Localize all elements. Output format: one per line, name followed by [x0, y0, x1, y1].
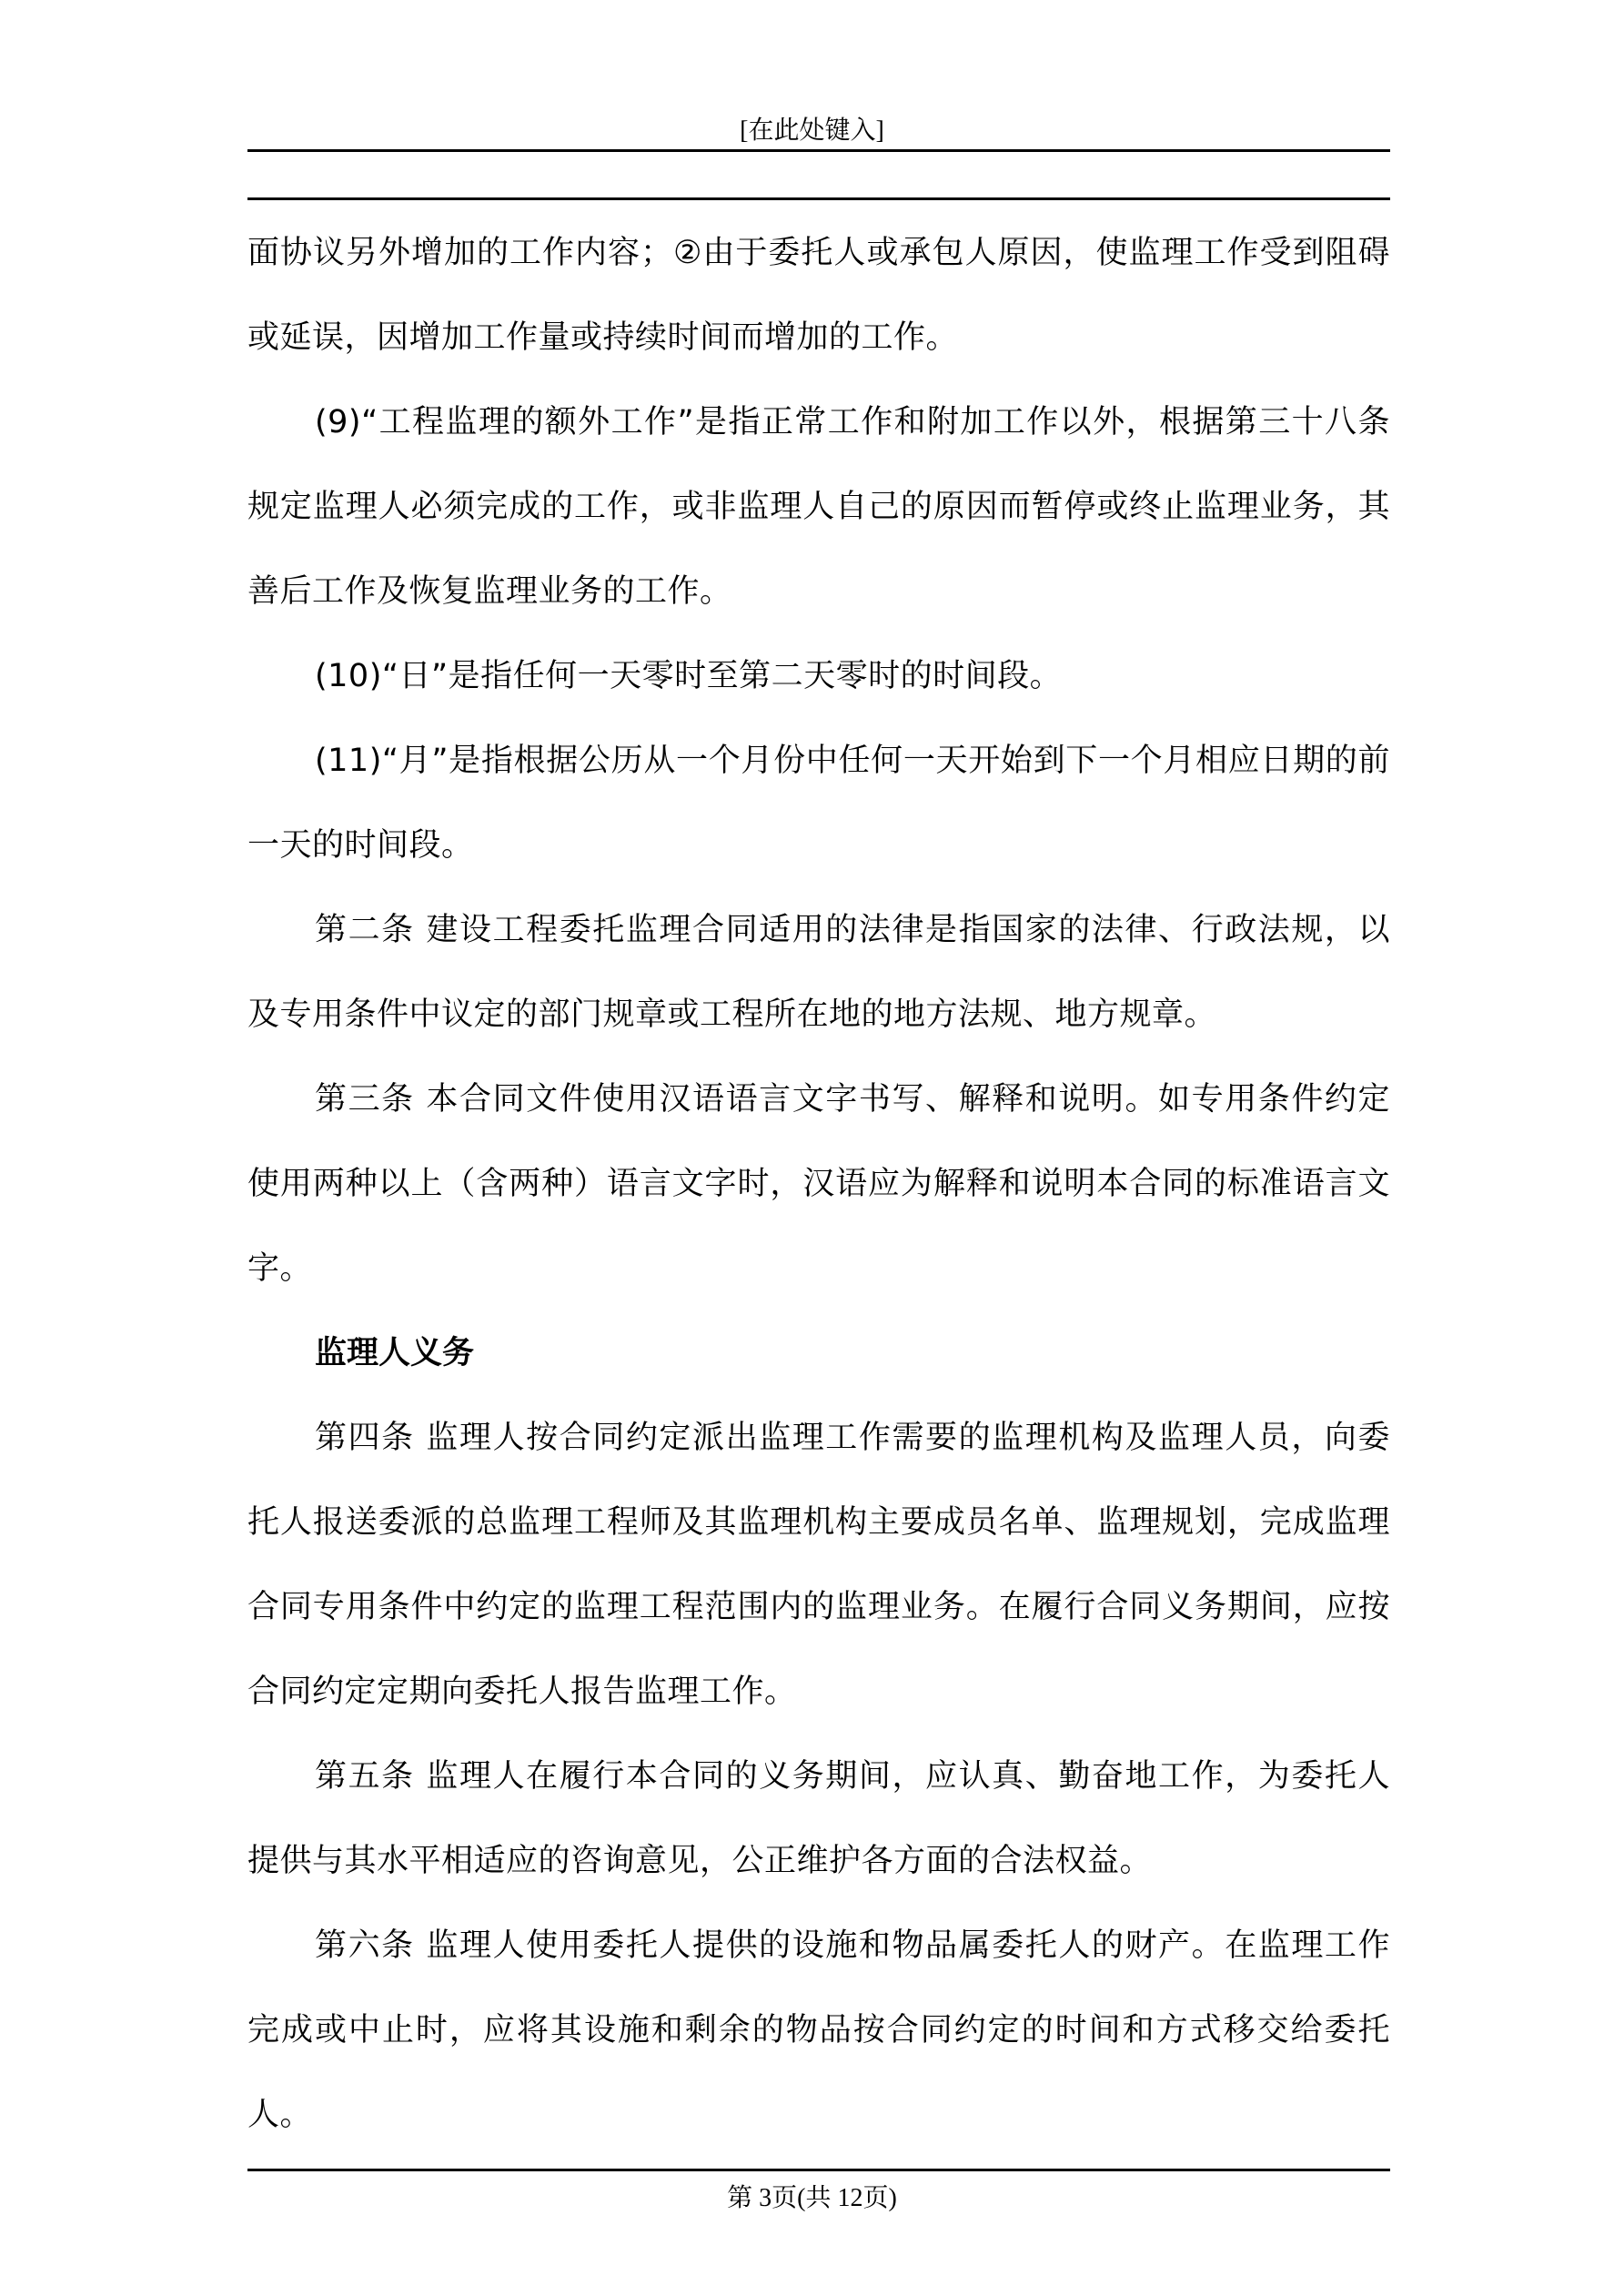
- header-rule: [247, 149, 1390, 152]
- paragraph-continuation: 面协议另外增加的工作内容；②由于委托人或承包人原因，使监理工作受到阻碍或延误，因增加工作量或持续时间而增加的工作。: [247, 235, 1390, 356]
- page-footer: 第 3页(共 12页): [727, 2184, 897, 2212]
- paragraph-article-2: 第二条 建设工程委托监理合同适用的法律是指国家的法律、行政法规，以及专用条件中议定的部门规章或工程所在地的地方法规、地方规章。: [247, 912, 1390, 1033]
- section-heading: 监理人义务: [315, 1335, 475, 1371]
- paragraph-article-6: 第六条 监理人使用委托人提供的设施和物品属委托人的财产。在监理工作完成或中止时，应将其设施和剩余的物品按合同约定的时间和方式移交给委托人。: [247, 1927, 1390, 2133]
- paragraph-definition-9: (9)“工程监理的额外工作”是指正常工作和附加工作以外，根据第三十八条规定监理人必须完成的工作，或非监理人自己的原因而暂停或终止监理业务，其善后工作及恢复监理业务的工作。: [247, 404, 1390, 610]
- paragraph-article-5: 第五条 监理人在履行本合同的义务期间，应认真、勤奋地工作，为委托人提供与其水平相适应的咨询意见，公正维护各方面的合法权益。: [247, 1758, 1390, 1879]
- paragraph-definition-10: (10)“日”是指任何一天零时至第二天零时的时间段。: [315, 658, 1063, 694]
- paragraph-definition-11: (11)“月”是指根据公历从一个月份中任何一天开始到下一个月相应日期的前一天的时间段。: [247, 743, 1390, 864]
- document-body: [247, 211, 1390, 2158]
- paragraph-article-4: 第四条 监理人按合同约定派出监理工作需要的监理机构及监理人员，向委托人报送委派的总监理工程师及其监理机构主要成员名单、监理规划，完成监理合同专用条件中约定的监理工程范围内的监理业务。在履行合同义务期间，应按合同约定定期向委托人报告监理工作。: [247, 1420, 1390, 1710]
- page-header: [在此处键入]: [740, 116, 884, 145]
- footer-rule: [247, 2169, 1390, 2171]
- body-top-rule: [247, 197, 1390, 200]
- paragraph-article-3: 第三条 本合同文件使用汉语语言文字书写、解释和说明。如专用条件约定使用两种以上（含两种）语言文字时，汉语应为解释和说明本合同的标准语言文字。: [247, 1081, 1390, 1287]
